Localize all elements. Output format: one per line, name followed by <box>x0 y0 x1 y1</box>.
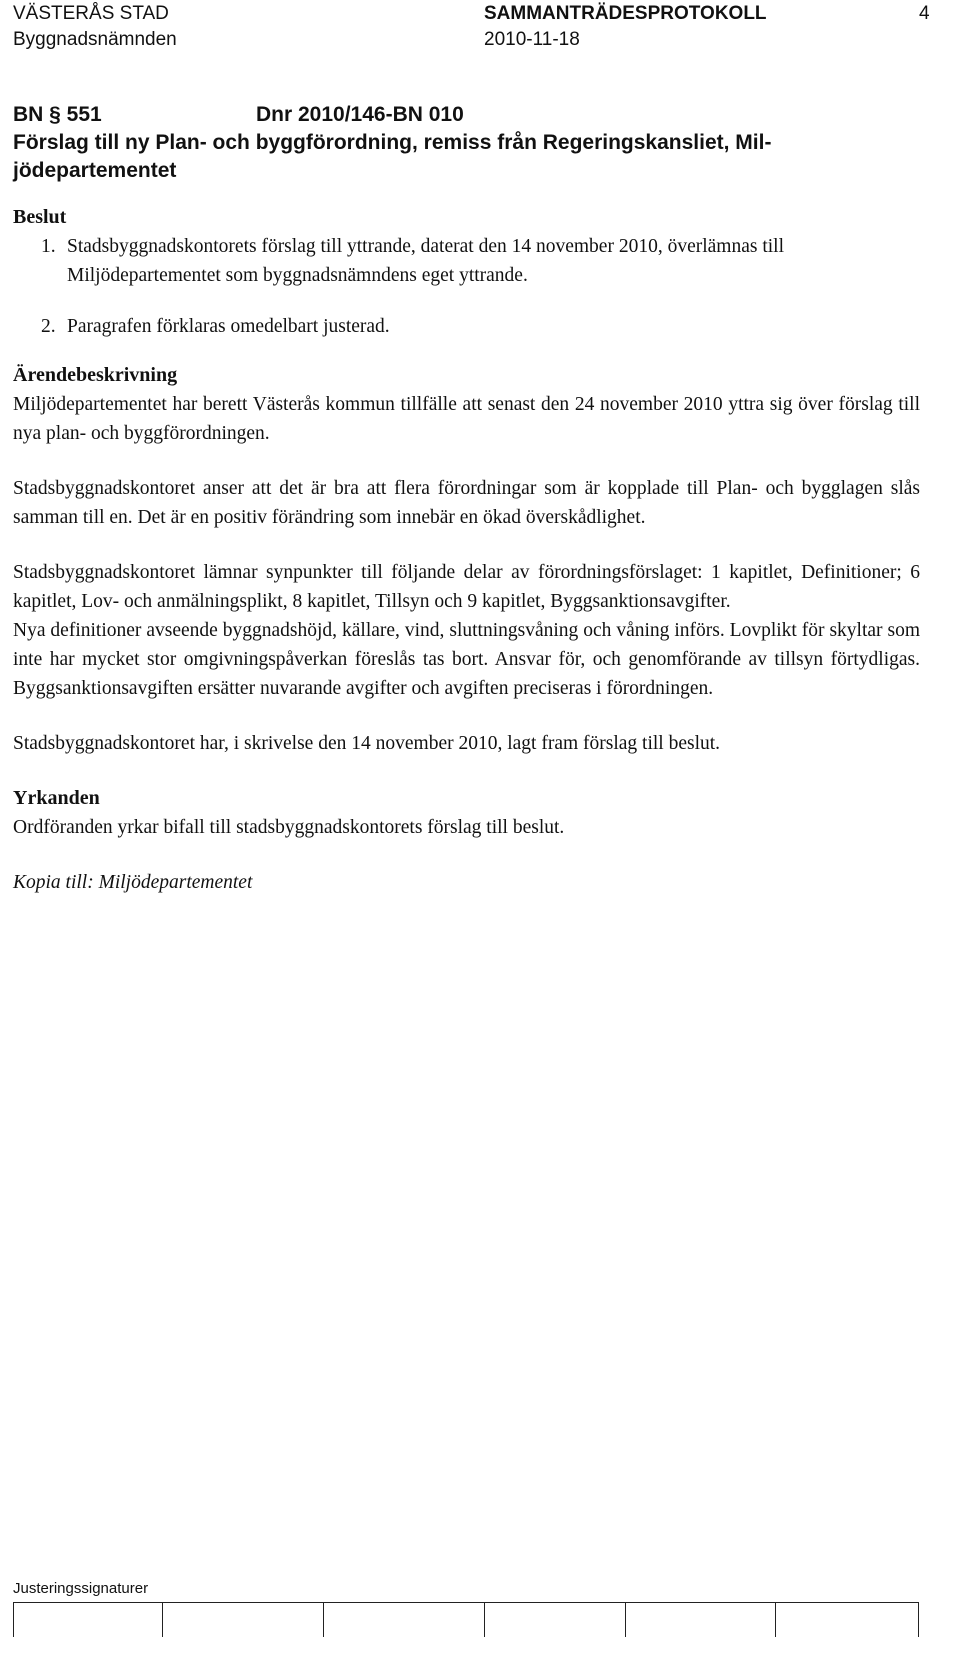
signature-row <box>13 1602 918 1638</box>
decision-item <box>13 312 920 341</box>
document-type: SAMMANTRÄDESPROTOKOLL <box>484 3 767 24</box>
yrkanden-heading: Yrkanden <box>13 787 100 809</box>
signature-box-divider <box>13 1602 14 1637</box>
signature-label: Justeringssignaturer <box>13 1580 149 1597</box>
decision-text: Paragrafen förklaras omedelbart justerad. <box>67 316 390 337</box>
case-title-line1: Förslag till ny Plan- och byggförordning, remiss från Regeringskansliet, Mil- <box>13 131 772 154</box>
signature-box-divider <box>484 1602 485 1637</box>
signature-box-divider <box>625 1602 626 1637</box>
arende-paragraph: Stadsbyggnadskontoret har, i skrivelse den 14 november 2010, lagt fram förslag till beslut. <box>13 733 721 754</box>
page-number: 4 <box>919 3 930 24</box>
decision-list <box>13 232 920 341</box>
beslut-heading: Beslut <box>13 206 67 228</box>
case-dnr: Dnr 2010/146-BN 010 <box>256 103 464 126</box>
arende-paragraph: Nya definitioner avseende byggnadshöjd, källare, vind, sluttningsvåning och våning införs. Lovplikt för skyltar som inte har mycket stor omgivningspåverkan föreslås tas bort. Ansvar för, och genomförande av tillsyn förtydligas. Byggsanktionsavgiften ersätter nuvarande avgifter och avgiften preciseras i förordningen. <box>13 620 920 699</box>
arende-paragraph: Stadsbyggnadskontoret lämnar synpunkter till följande delar av förordningsförslaget: 1 kapitlet, Definitioner; 6 kapitlet, Lov- och anmälningsplikt, 8 kapitlet, Tillsyn och 9 kapitlet, Byggsanktionsavgifter. <box>13 562 920 612</box>
arende-paragraph: Miljödepartementet har berett Västerås kommun tillfälle att senast den 24 november 2010 yttra sig över förslag till nya plan- och byggförordningen. <box>13 394 920 444</box>
signature-box-divider <box>162 1602 163 1637</box>
protocol-body <box>13 203 920 923</box>
decision-number: 1. <box>41 236 56 257</box>
arende-heading: Ärendebeskrivning <box>13 364 178 386</box>
committee-name: Byggnadsnämnden <box>13 29 177 50</box>
copy-to: Kopia till: Miljödepartementet <box>13 872 253 893</box>
yrkanden-text: Ordföranden yrkar bifall till stadsbyggnadskontorets förslag till beslut. <box>13 817 565 838</box>
arende-paragraph: Stadsbyggnadskontoret anser att det är bra att flera förordningar som är kopplade till Plan- och bygglagen slås samman till en. Det är en positiv förändring som innebär en ökad överskådlighet. <box>13 478 920 528</box>
paragraph-label: BN § 551 <box>13 103 102 126</box>
signature-box-divider <box>775 1602 776 1637</box>
signature-box-divider <box>323 1602 324 1637</box>
decision-number: 2. <box>41 316 56 337</box>
decision-item <box>13 232 920 290</box>
meeting-date: 2010-11-18 <box>484 29 580 50</box>
org-name: VÄSTERÅS STAD <box>13 3 169 24</box>
signature-box-divider <box>918 1602 919 1637</box>
decision-text: Stadsbyggnadskontorets förslag till yttrande, daterat den 14 november 2010, överlämnas till Miljödepartementet som byggnadsnämndens eget yttrande. <box>67 236 785 286</box>
case-title-line2: jödepartementet <box>13 159 177 182</box>
